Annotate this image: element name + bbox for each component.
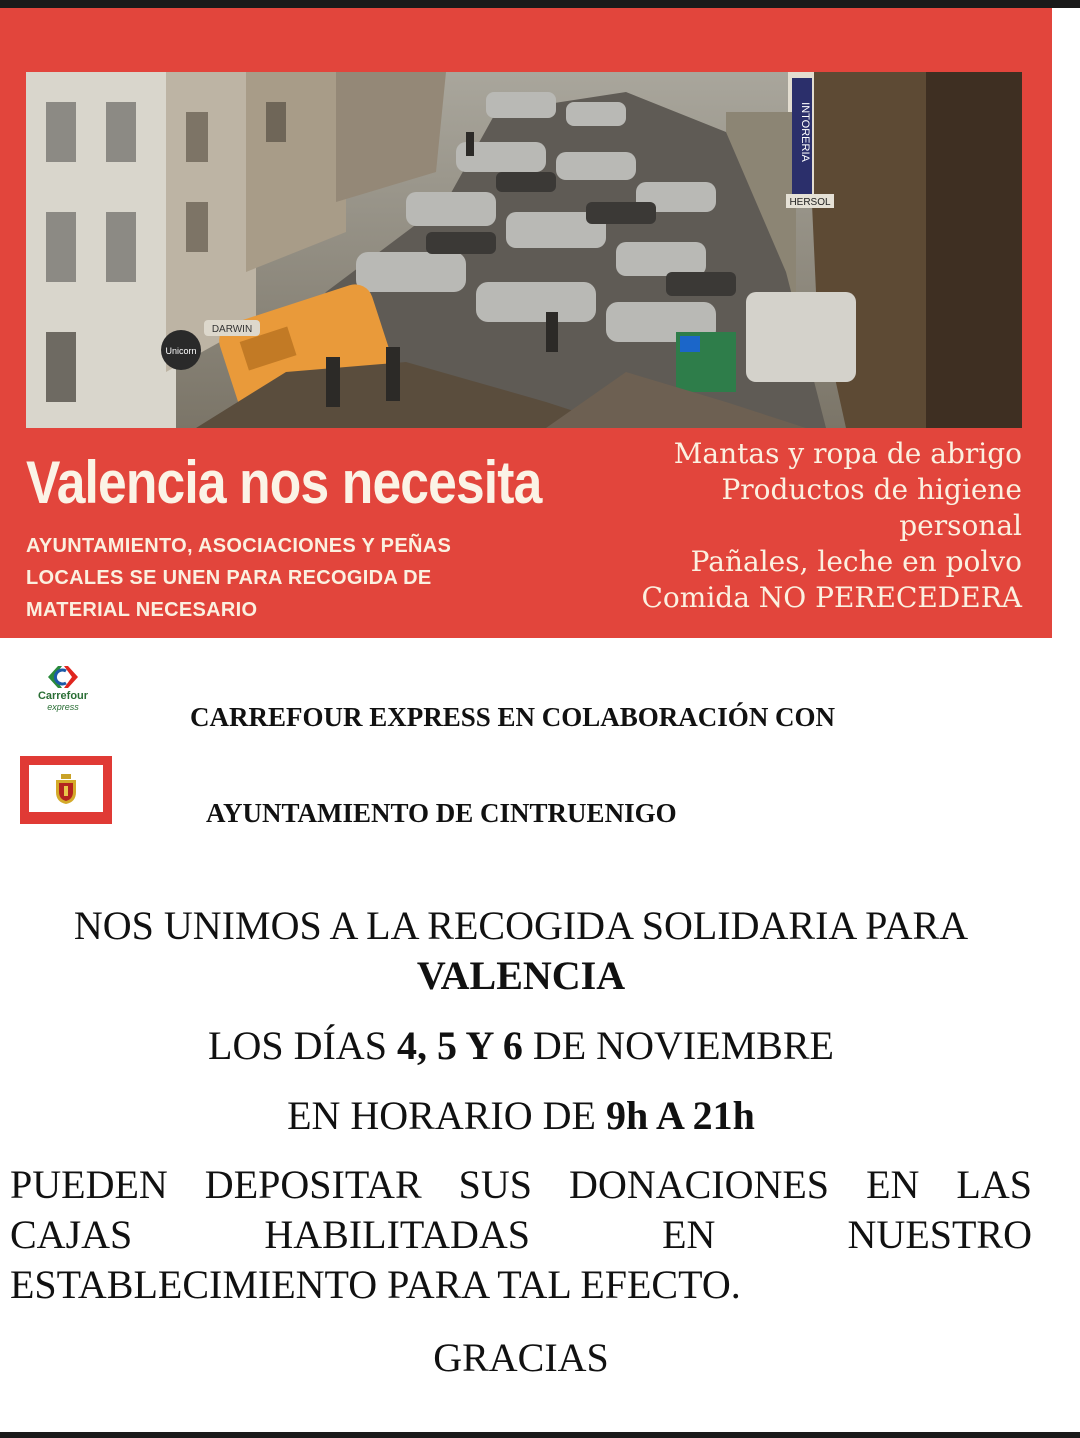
- thanks-line: GRACIAS: [433, 1335, 609, 1380]
- dates-value: 4, 5 Y 6: [396, 1023, 523, 1068]
- carrefour-logo: [28, 664, 98, 724]
- carrefour-sub: express: [47, 702, 79, 712]
- ayuntamiento-line: AYUNTAMIENTO DE CINTRUENIGO: [206, 798, 677, 828]
- flood-street-photo: [26, 72, 1022, 428]
- vertical-shop-sign: INTORERIA: [799, 102, 811, 162]
- hours-line: [0, 1092, 1042, 1139]
- dates-line: [0, 1022, 1042, 1069]
- needed-item: Pañales, leche en polvo: [690, 545, 1022, 578]
- carrefour-name: Carrefour: [37, 690, 89, 702]
- banner-subtitle: [26, 530, 586, 626]
- shop-sign-text: Unicorn: [165, 346, 197, 356]
- banner-title: Valencia nos necesita: [26, 449, 542, 516]
- needed-item: Mantas y ropa de abrigo: [673, 437, 1022, 470]
- carrefour-mark-icon: [46, 664, 80, 690]
- needed-item: personal: [899, 509, 1022, 542]
- hours-prefix: EN HORARIO DE: [287, 1093, 606, 1138]
- dates-suffix: DE NOVIEMBRE: [522, 1023, 834, 1068]
- bottom-border: [0, 1432, 1080, 1438]
- darwin-sign: DARWIN: [211, 324, 253, 335]
- collaboration-line: CARREFOUR EXPRESS EN COLABORACIÓN CON: [190, 702, 836, 732]
- instructions-line: PUEDEN DEPOSITAR SUS DONACIONES EN LAS: [10, 1162, 1032, 1207]
- instructions-line: CAJAS HABILITADAS EN NUESTRO: [10, 1212, 1032, 1257]
- needed-item: Productos de higiene: [721, 473, 1022, 506]
- banner-subtitle-line: AYUNTAMIENTO, ASOCIACIONES Y PEÑAS: [26, 535, 452, 557]
- needed-item: Comida NO PERECEDERA: [641, 581, 1022, 614]
- banner-subtitle-line: LOCALES SE UNEN PARA RECOGIDA DE: [26, 567, 432, 589]
- needed-items-list: [602, 436, 1022, 616]
- hersol-sign: HERSOL: [789, 197, 831, 208]
- instructions-line: ESTABLECIMIENTO PARA TAL EFECTO.: [10, 1262, 741, 1307]
- destination-line: VALENCIA: [416, 953, 626, 998]
- banner-subtitle-line: MATERIAL NECESARIO: [26, 599, 258, 621]
- top-border: [0, 0, 1080, 8]
- hours-value: 9h A 21h: [605, 1093, 755, 1138]
- dates-prefix: LOS DÍAS: [208, 1023, 397, 1068]
- announcement-line: NOS UNIMOS A LA RECOGIDA SOLIDARIA PARA: [73, 903, 969, 948]
- campaign-banner: [0, 8, 1052, 638]
- ayuntamiento-logo: [20, 756, 112, 824]
- coat-of-arms-icon: [55, 774, 77, 804]
